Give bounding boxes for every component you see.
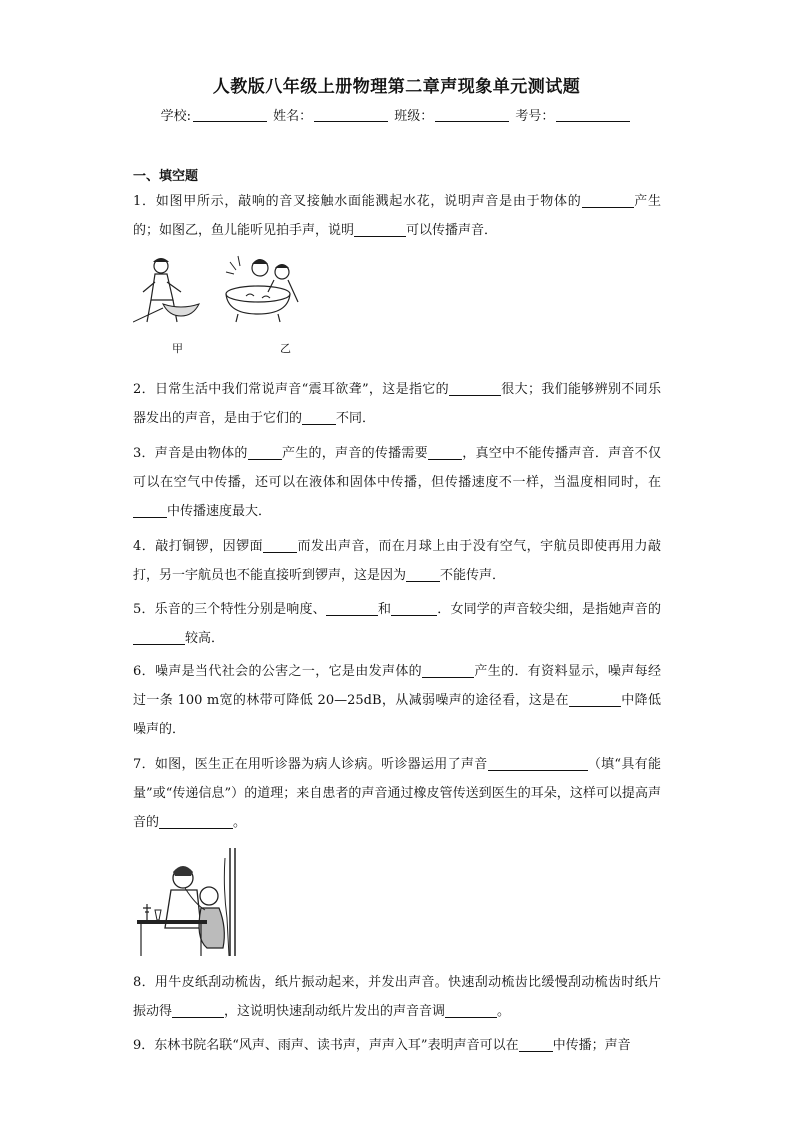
q1-text-c: 可以传播声音．: [406, 223, 498, 238]
q3-text-a: 3．声音是由物体的: [133, 446, 248, 461]
q9-blank-1: [519, 1037, 553, 1052]
q1-blank-1: [582, 193, 634, 208]
q4-blank-2: [406, 567, 440, 582]
q3-text-b: 产生的，声音的传播需要: [281, 446, 428, 461]
question-8: [133, 968, 661, 1026]
q2-text-b: 很大；我们能够辨别不同乐器发出的声音，是由于它们的: [133, 382, 661, 426]
q3-blank-3: [133, 503, 167, 518]
q7-text-c: 。: [233, 815, 247, 830]
q6-blank-2: [569, 692, 621, 707]
school-label: 学校:: [160, 109, 191, 124]
name-blank: [314, 109, 388, 122]
figure-caption-yi: 乙: [280, 342, 291, 355]
question-3: [133, 439, 661, 526]
tuning-fork-figure: [133, 252, 203, 327]
question-9: [133, 1031, 661, 1060]
q8-text-a: 8．用牛皮纸刮动梳齿，纸片振动起来，并发出声音。快速刮动梳齿比缓慢刮动梳齿时纸片振动得: [133, 975, 661, 1019]
q1-blank-2: [354, 222, 406, 237]
q7-text-b: （填“具有能量”或“传递信息”）的道理；来自患者的声音通过橡皮管传送到医生的耳朵，这样可以提高声音的: [133, 757, 661, 830]
stethoscope-figure: [135, 848, 243, 956]
question-5: [133, 595, 661, 653]
q6-text-c: 中降低噪声的．: [133, 693, 661, 737]
q6-text-b: 产生的．有资料显示，噪声每经过一条 100 m宽的林带可降低 20—25dB，从减弱噪声的途径看，这是在: [133, 664, 661, 708]
q4-text-c: 不能传声．: [440, 568, 506, 583]
q7-blank-1: [488, 756, 588, 771]
q2-text-a: 2．日常生活中我们常说声音“震耳欲聋”，这是指它的: [133, 382, 449, 397]
class-label: 班级：: [394, 109, 434, 124]
name-label: 姓名：: [273, 109, 313, 124]
q8-blank-1: [172, 1003, 224, 1018]
question-6: [133, 657, 661, 744]
q6-text-a: 6．噪声是当代社会的公害之一，它是由发声体的: [133, 664, 423, 679]
q9-text-b: 中传播；声音: [552, 1038, 631, 1053]
q5-text-b: 和: [377, 602, 392, 617]
exam-no-label: 考号：: [515, 109, 555, 124]
q2-blank-1: [449, 381, 501, 396]
question-1: [133, 187, 661, 245]
q6-blank-1: [422, 663, 474, 678]
q5-text-d: 较高．: [185, 631, 225, 646]
page-title: 人教版八年级上册物理第二章声现象单元测试题: [212, 77, 581, 97]
q7-blank-2: [159, 814, 233, 829]
q2-blank-2: [302, 410, 336, 425]
question-2: [133, 375, 661, 433]
q8-text-b: ，这说明快速刮动纸片发出的声音音调: [224, 1004, 446, 1019]
q5-text-a: 5．乐音的三个特性分别是响度、: [133, 602, 326, 617]
q3-text-d: 中传播速度最大．: [167, 504, 272, 519]
q3-text-c: ，真空中不能传播声音．声音不仅可以在空气中传播，还可以在液体和固体中传播，但传播速度不一样，当温度相同时，在: [133, 446, 661, 490]
q3-blank-1: [248, 445, 282, 460]
q9-text-a: 9．东林书院名联“风声、雨声、读书声，声声入耳”表明声音可以在: [133, 1038, 519, 1053]
fish-bowl-figure: [218, 252, 313, 327]
question-4: [133, 532, 661, 590]
q5-blank-1: [326, 601, 378, 616]
figure-caption-jia: 甲: [172, 342, 183, 355]
exam-no-blank: [556, 109, 630, 122]
q1-text-b: 产生的；如图乙，鱼儿能听见拍手声，说明: [133, 194, 661, 238]
q8-text-c: 。: [497, 1004, 511, 1019]
q5-blank-3: [133, 630, 185, 645]
school-blank: [193, 109, 267, 122]
q5-text-c: ．女同学的声音较尖细，是指她声音的: [437, 602, 661, 617]
q7-text-a: 7．如图，医生正在用听诊器为病人诊病。听诊器运用了声音: [133, 757, 488, 772]
q8-blank-2: [445, 1003, 497, 1018]
student-info-line: [0, 105, 793, 124]
question-7: [133, 750, 661, 837]
q1-text-a: 1．如图甲所示，敲响的音叉接触水面能溅起水花，说明声音是由于物体的: [133, 194, 582, 209]
section-title: 一、填空题: [133, 169, 199, 184]
q3-blank-2: [428, 445, 462, 460]
q4-blank-1: [263, 538, 297, 553]
q2-text-c: 不同．: [336, 411, 376, 426]
q5-blank-2: [391, 601, 437, 616]
class-blank: [435, 109, 509, 122]
q4-text-a: 4．敲打铜锣，因锣面: [133, 539, 264, 554]
q4-text-b: 而发出声音，而在月球上由于没有空气，宇航员即使再用力敲打，另一宇航员也不能直接听到锣声，这是因为: [133, 539, 661, 583]
